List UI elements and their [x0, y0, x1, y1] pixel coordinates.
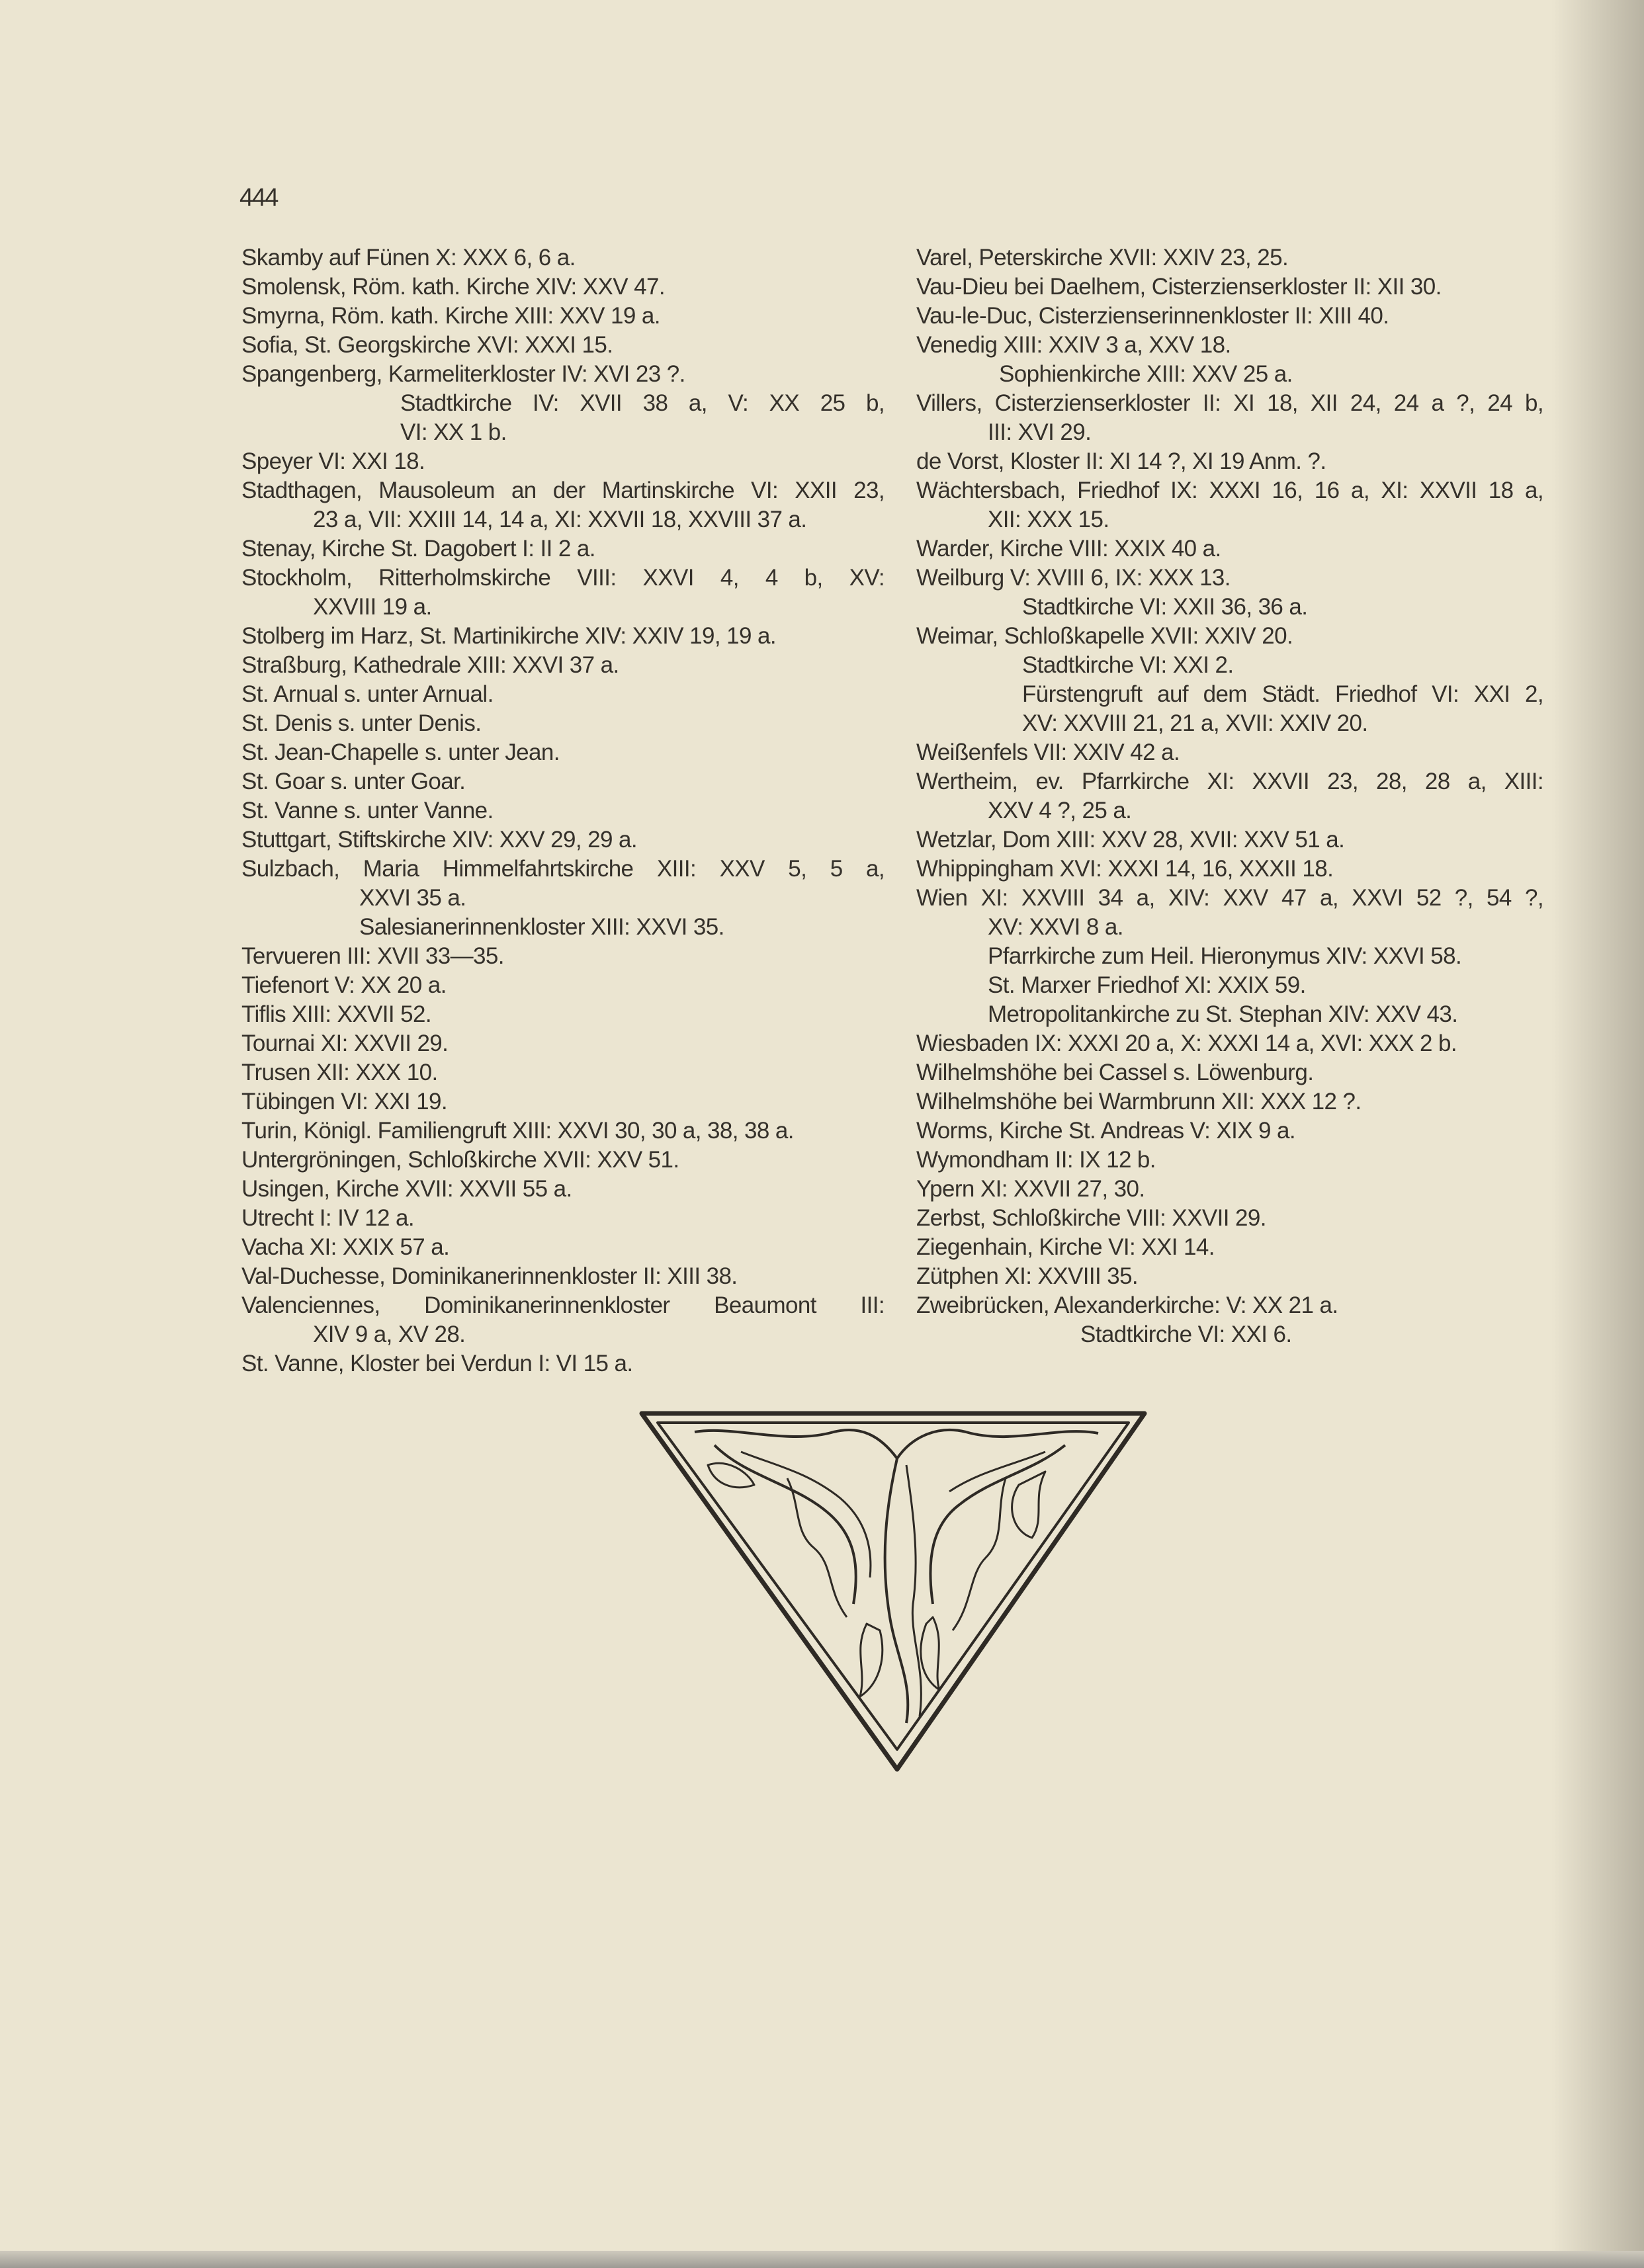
index-entry-line: Spangenberg, Karmeliterkloster IV: XVI 23 ?.: [241, 361, 685, 387]
index-entry-line: Sulzbach, Maria Himmelfahrtskirche XIII: XXV 5, 5 a,: [241, 856, 885, 882]
index-entry-line: Whippingham XVI: XXXI 14, 16, XXXII 18.: [916, 856, 1334, 882]
index-entry-line: St. Marxer Friedhof XI: XXIX 59.: [988, 972, 1306, 998]
index-entry-line: Stockholm, Ritterholmskirche VIII: XXVI 4, 4 b, XV:: [241, 565, 885, 591]
index-column-left: [241, 243, 885, 1378]
index-entry-line: Worms, Kirche St. Andreas V: XIX 9 a.: [916, 1118, 1296, 1144]
index-entry-line: Untergröningen, Schloßkirche XVII: XXV 51.: [241, 1147, 679, 1173]
index-entry-line: Wiesbaden IX: XXXI 20 a, X: XXXI 14 a, XVI: XXX 2 b.: [916, 1030, 1457, 1056]
index-entry-line: Wertheim, ev. Pfarrkirche XI: XXVII 23, 28, 28 a, XIII:: [916, 769, 1543, 794]
index-entry-line: St. Goar s. unter Goar.: [241, 769, 466, 794]
index-entry-line: Valenciennes, Dominikanerinnenkloster Beaumont III:: [241, 1292, 885, 1318]
index-entry-line: Stuttgart, Stiftskirche XIV: XXV 29, 29 a.: [241, 827, 637, 853]
page-number: 444: [239, 184, 278, 212]
index-entry-line: Turin, Königl. Familiengruft XIII: XXVI 30, 30 a, 38, 38 a.: [241, 1118, 794, 1144]
index-entry-line: Smolensk, Röm. kath. Kirche XIV: XXV 47.: [241, 274, 665, 300]
index-entry-line: Weimar, Schloßkapelle XVII: XXIV 20.: [916, 623, 1293, 649]
index-entry-line: Tübingen VI: XXI 19.: [241, 1089, 447, 1114]
index-entry-line: Utrecht I: IV 12 a.: [241, 1205, 414, 1231]
index-entry-line: Zerbst, Schloßkirche VIII: XXVII 29.: [916, 1205, 1266, 1231]
index-entry-line: Stolberg im Harz, St. Martinikirche XIV: XXIV 19, 19 a.: [241, 623, 776, 649]
index-entry-line: Wetzlar, Dom XIII: XXV 28, XVII: XXV 51 a.: [916, 827, 1345, 853]
index-entry-line: Tiflis XIII: XXVII 52.: [241, 1001, 431, 1027]
index-entry-line: Tervueren III: XVII 33—35.: [241, 943, 504, 969]
index-entry-line: Venedig XIII: XXIV 3 a, XXV 18.: [916, 332, 1231, 358]
index-entry-line: Vau-le-Duc, Cisterzienserinnenkloster II: XIII 40.: [916, 303, 1389, 329]
index-entry-line: Fürstengruft auf dem Städt. Friedhof VI: XXI 2,: [1022, 681, 1543, 707]
index-entry-line: Usingen, Kirche XVII: XXVII 55 a.: [241, 1176, 572, 1202]
index-entry-line: Stadtkirche VI: XXII 36, 36 a.: [1022, 594, 1308, 620]
index-entry-line: XXVIII 19 a.: [313, 594, 432, 620]
index-entry-line: Salesianerinnenkloster XIII: XXVI 35.: [359, 914, 724, 940]
index-entry-line: Sofia, St. Georgskirche XVI: XXXI 15.: [241, 332, 613, 358]
page-edge-shadow: [1551, 0, 1644, 2268]
index-entry-line: Wächtersbach, Friedhof IX: XXXI 16, 16 a, XI: XXVII 18 a,: [916, 478, 1543, 503]
index-entry-line: XII: XXX 15.: [988, 507, 1109, 532]
index-entry-line: Trusen XII: XXX 10.: [241, 1060, 438, 1085]
index-entry-line: Skamby auf Fünen X: XXX 6, 6 a.: [241, 245, 576, 271]
index-entry-line: Val-Duchesse, Dominikanerinnenkloster II: XIII 38.: [241, 1263, 738, 1289]
index-entry-line: Stadtkirche IV: XVII 38 a, V: XX 25 b,: [400, 390, 885, 416]
index-entry-line: XV: XXVIII 21, 21 a, XVII: XXIV 20.: [1022, 710, 1368, 736]
index-entry-line: Zweibrücken, Alexanderkirche: V: XX 21 a.: [916, 1292, 1338, 1318]
index-entry-line: Varel, Peterskirche XVII: XXIV 23, 25.: [916, 245, 1289, 271]
index-entry-line: Zütphen XI: XXVIII 35.: [916, 1263, 1139, 1289]
index-entry-line: Stadthagen, Mausoleum an der Martinskirche VI: XXII 23,: [241, 478, 885, 503]
index-entry-line: Tiefenort V: XX 20 a.: [241, 972, 447, 998]
index-entry-line: Vacha XI: XXIX 57 a.: [241, 1234, 450, 1260]
index-entry-line: Wilhelmshöhe bei Cassel s. Löwenburg.: [916, 1060, 1314, 1085]
index-column-right: [916, 243, 1543, 1349]
index-entry-line: Metropolitankirche zu St. Stephan XIV: XXV 43.: [988, 1001, 1458, 1027]
index-entry-line: Tournai XI: XXVII 29.: [241, 1030, 449, 1056]
index-entry-line: Speyer VI: XXI 18.: [241, 448, 425, 474]
index-entry-line: Vau-Dieu bei Daelhem, Cisterzienserkloster II: XII 30.: [916, 274, 1442, 300]
index-entry-line: Straßburg, Kathedrale XIII: XXVI 37 a.: [241, 652, 619, 678]
index-entry-line: St. Vanne s. unter Vanne.: [241, 798, 494, 823]
index-entry-line: Wien XI: XXVIII 34 a, XIV: XXV 47 a, XXVI 52 ?, 54 ?,: [916, 885, 1543, 911]
index-entry-line: Stadtkirche VI: XXI 6.: [1080, 1322, 1292, 1347]
index-entry-line: Villers, Cisterzienserkloster II: XI 18, XII 24, 24 a ?, 24 b,: [916, 390, 1543, 416]
index-entry-line: Weißenfels VII: XXIV 42 a.: [916, 739, 1180, 765]
index-entry-line: Warder, Kirche VIII: XXIX 40 a.: [916, 536, 1221, 562]
index-entry-line: St. Jean-Chapelle s. unter Jean.: [241, 739, 560, 765]
index-entry-line: Wymondham II: IX 12 b.: [916, 1147, 1156, 1173]
index-entry-line: Wilhelmshöhe bei Warmbrunn XII: XXX 12 ?.: [916, 1089, 1362, 1114]
index-entry-line: Sophienkirche XIII: XXV 25 a.: [999, 361, 1293, 387]
index-entry-line: XXVI 35 a.: [359, 885, 466, 911]
index-entry-line: Pfarrkirche zum Heil. Hieronymus XIV: XXVI 58.: [988, 943, 1462, 969]
index-entry-line: St. Denis s. unter Denis.: [241, 710, 482, 736]
index-entry-line: XV: XXVI 8 a.: [988, 914, 1123, 940]
index-entry-line: St. Vanne, Kloster bei Verdun I: VI 15 a.: [241, 1351, 633, 1376]
index-entry-line: Ziegenhain, Kirche VI: XXI 14.: [916, 1234, 1215, 1260]
index-entry-line: St. Arnual s. unter Arnual.: [241, 681, 494, 707]
index-entry-line: 23 a, VII: XXIII 14, 14 a, XI: XXVII 18, XXVIII 37 a.: [313, 507, 807, 532]
index-entry-line: Smyrna, Röm. kath. Kirche XIII: XXV 19 a.: [241, 303, 660, 329]
index-entry-line: Stadtkirche VI: XXI 2.: [1022, 652, 1234, 678]
index-entry-line: Ypern XI: XXVII 27, 30.: [916, 1176, 1145, 1202]
scan-bottom-edge: [0, 2251, 1644, 2268]
triangular-leaf-ornament: [635, 1406, 1151, 1776]
index-entry-line: III: XVI 29.: [988, 419, 1092, 445]
index-entry-line: Stenay, Kirche St. Dagobert I: II 2 a.: [241, 536, 595, 562]
index-entry-line: XIV 9 a, XV 28.: [313, 1322, 466, 1347]
index-entry-line: XXV 4 ?, 25 a.: [988, 798, 1132, 823]
index-entry-line: VI: XX 1 b.: [400, 419, 507, 445]
index-entry-line: de Vorst, Kloster II: XI 14 ?, XI 19 Anm. ?.: [916, 448, 1326, 474]
index-entry-line: Weilburg V: XVIII 6, IX: XXX 13.: [916, 565, 1231, 591]
